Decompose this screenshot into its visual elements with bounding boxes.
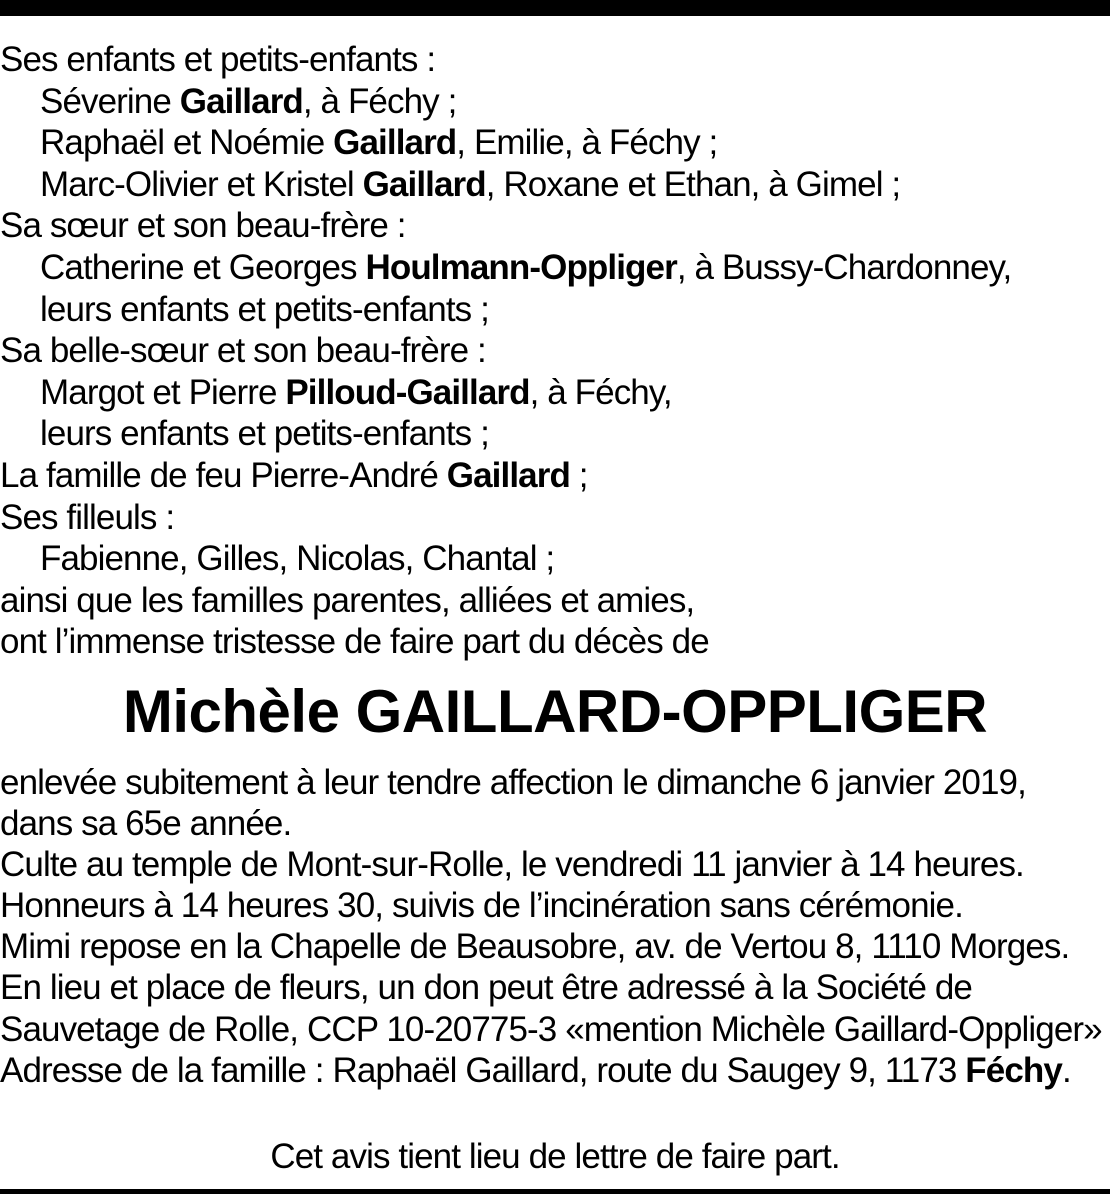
bold-name: Gaillard xyxy=(362,164,486,204)
line-text: ; xyxy=(569,455,588,495)
family-line xyxy=(0,247,1110,289)
family-line xyxy=(0,164,1110,206)
line-text: leurs enfants et petits-enfants ; xyxy=(40,289,489,329)
line-text: , Emilie, à Féchy ; xyxy=(456,123,718,163)
line-text: Séverine xyxy=(40,81,180,121)
family-line xyxy=(0,497,1110,539)
family-line xyxy=(0,122,1110,164)
line-text: , à Féchy, xyxy=(529,372,672,412)
line-text: Sa sœur et son beau-frère : xyxy=(0,206,406,246)
bold-name: Gaillard xyxy=(333,123,457,163)
family-line xyxy=(0,205,1110,247)
line-text: , à Bussy-Chardonney, xyxy=(676,247,1012,287)
line-text: Raphaël et Noémie xyxy=(40,123,334,163)
family-line xyxy=(0,413,1110,455)
line-text: Ses enfants et petits-enfants : xyxy=(0,40,436,79)
bold-name: Gaillard xyxy=(179,81,303,121)
line-text: . xyxy=(1061,1050,1071,1090)
deceased-name: Michèle GAILLARD-OPPLIGER xyxy=(122,678,988,745)
family-line xyxy=(0,289,1110,331)
bold-name: Houlmann-Oppliger xyxy=(365,247,677,287)
family-line xyxy=(0,39,1110,81)
line-text: Adresse de la famille : Raphaël Gaillard, route du Saugey 9, 1173 xyxy=(0,1050,966,1090)
line-text: enlevée subitement à leur tendre affection le dimanche 6 janvier 2019, xyxy=(0,763,1026,802)
family-line xyxy=(0,372,1110,414)
line-text: Honneurs à 14 heures 30, suivis de l’incinération sans cérémonie. xyxy=(0,886,963,926)
detail-line xyxy=(0,1050,1110,1091)
bold-name: Gaillard xyxy=(446,455,570,495)
detail-line xyxy=(0,967,1110,1008)
family-line xyxy=(0,538,1110,580)
line-text: Fabienne, Gilles, Nicolas, Chantal ; xyxy=(40,539,555,579)
detail-line xyxy=(0,885,1110,926)
detail-line xyxy=(0,762,1110,803)
ceremony-details xyxy=(0,762,1110,1091)
line-text: Catherine et Georges xyxy=(40,247,366,287)
closing-note: Cet avis tient lieu de lettre de faire part. xyxy=(270,1137,840,1176)
line-text: ainsi que les familles parentes, alliées et amies, xyxy=(0,580,695,620)
detail-line xyxy=(0,926,1110,967)
family-line xyxy=(0,330,1110,372)
bold-name: Pilloud-Gaillard xyxy=(285,372,530,412)
top-rule xyxy=(0,0,1110,16)
line-text: En lieu et place de fleurs, un don peut être adressé à la Société de xyxy=(0,968,972,1008)
line-text: Marc-Olivier et Kristel xyxy=(40,164,363,204)
line-text: dans sa 65e année. xyxy=(0,804,292,844)
line-text: leurs enfants et petits-enfants ; xyxy=(40,414,489,454)
line-text: , Roxane et Ethan, à Gimel ; xyxy=(485,164,901,204)
line-text: ont l’immense tristesse de faire part du décès de xyxy=(0,622,709,662)
bold-name: Féchy xyxy=(965,1050,1062,1090)
line-text: Ses filleuls : xyxy=(0,497,175,537)
family-line xyxy=(0,455,1110,497)
detail-line xyxy=(0,1009,1110,1050)
line-text: Sauvetage de Rolle, CCP 10-20775-3 «mention Michèle Gaillard-Oppliger» xyxy=(0,1009,1102,1049)
family-line xyxy=(0,580,1110,622)
line-text: Culte au temple de Mont-sur-Rolle, le vendredi 11 janvier à 14 heures. xyxy=(0,845,1024,885)
detail-line xyxy=(0,803,1110,844)
line-text: Mimi repose en la Chapelle de Beausobre, av. de Vertou 8, 1110 Morges. xyxy=(0,927,1070,967)
family-line xyxy=(0,81,1110,123)
line-text: Margot et Pierre xyxy=(40,372,286,412)
line-text: La famille de feu Pierre-André xyxy=(0,455,447,495)
bottom-rule xyxy=(0,1189,1110,1194)
line-text: Sa belle-sœur et son beau-frère : xyxy=(0,331,486,371)
line-text: , à Féchy ; xyxy=(302,81,457,121)
detail-line xyxy=(0,844,1110,885)
family-list xyxy=(0,39,1110,663)
family-line xyxy=(0,621,1110,663)
